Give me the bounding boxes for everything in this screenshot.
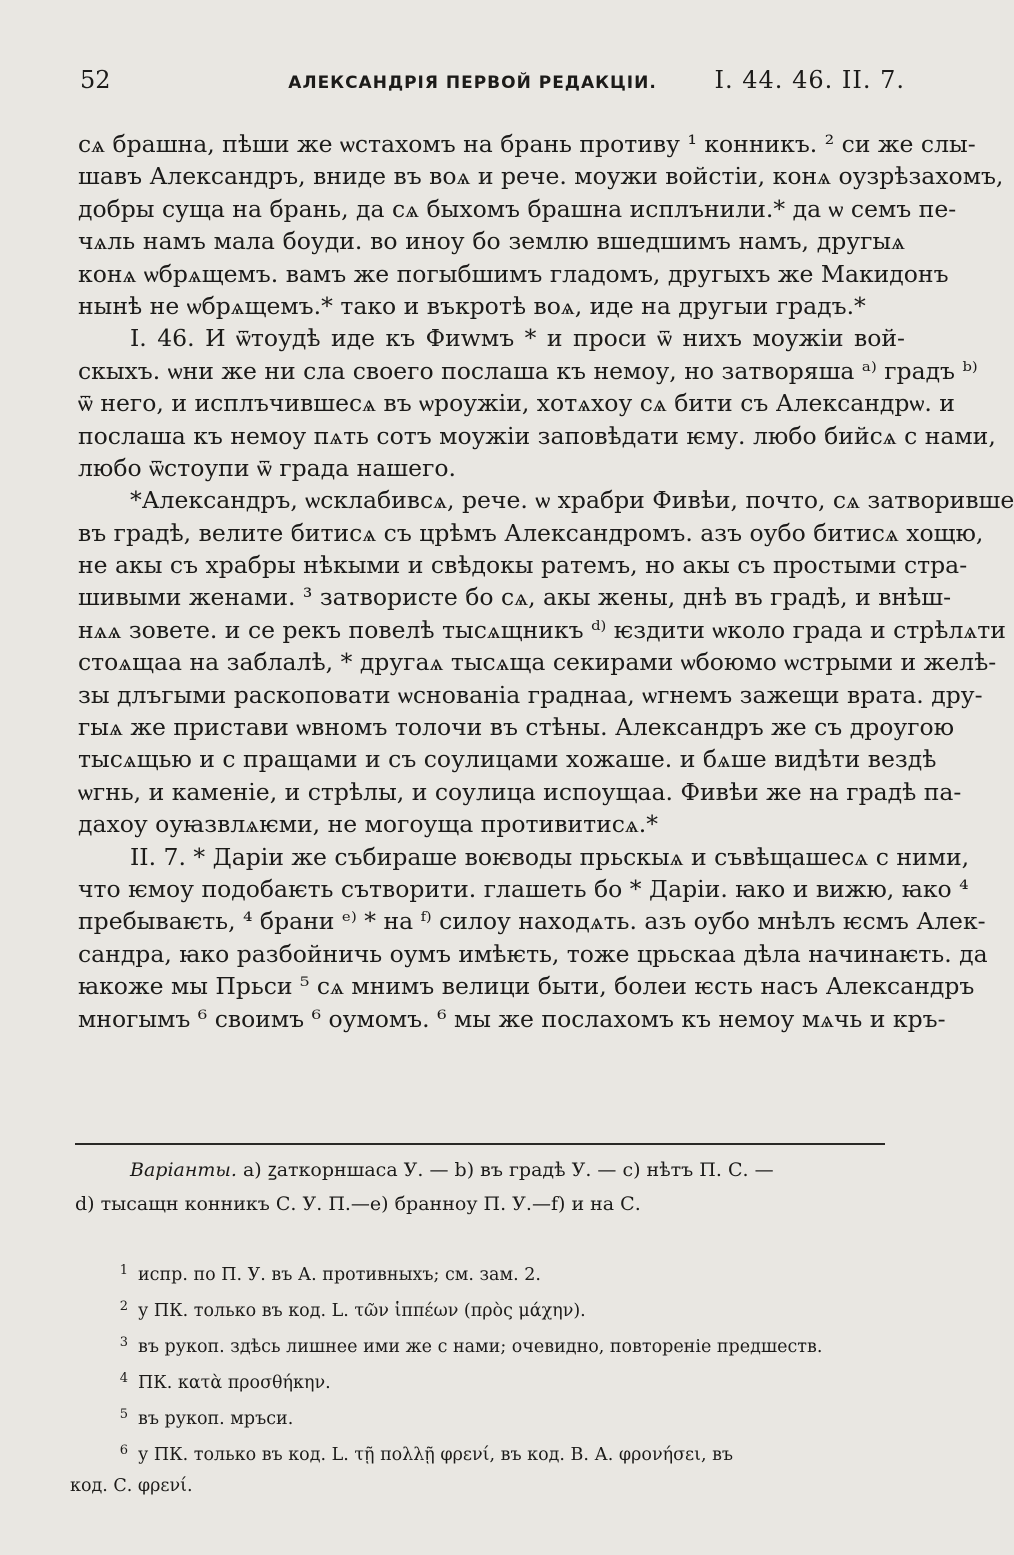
footnotes — [70, 1255, 890, 1502]
text-line: многымъ ⁶ своимъ ⁶ оумомъ. ⁶ мы же послахомъ къ немоу мѧчь и кръ- — [78, 1004, 946, 1033]
footnote-number: 1 — [119, 1263, 128, 1278]
variants-line — [75, 1153, 890, 1187]
text-line: любо ѿстоупи ѿ града нашего. — [78, 453, 456, 482]
text-line: стоѧщаа на заблалѣ, * другаѧ тысѧща секирами ѡбоюмо ѡстрыми и желѣ- — [78, 648, 997, 677]
text-line: гыѧ же пристави ѡвномъ толочи въ стѣны. Александръ же съ дроугою — [78, 713, 955, 742]
footnote-continuation — [70, 1471, 890, 1502]
footnote — [70, 1399, 890, 1435]
text-line: сандра, ꙗко разбойничь оумъ имѣѥть, тоже црьскаа дѣла начинаѥть. да — [78, 939, 988, 968]
text-line: скыхъ. ѡни же ни сла своего послаша къ немоу, но затворяша ᵃ⁾ градъ ᵇ⁾ — [78, 356, 978, 385]
text-line: сѧ брашна, пѣши же ѡстахомъ на брань противу ¹ конникъ. ² си же слы- — [78, 130, 976, 158]
footnote-number: 3 — [119, 1335, 128, 1350]
footnote-number: 4 — [119, 1371, 128, 1386]
footnote — [70, 1291, 890, 1327]
text-line: ѿ него, и исплъчившесѧ въ ѡроужіи, хотѧхоу сѧ бити съ Александрѡ. и — [78, 389, 955, 418]
variants-text: а) ꙁаткорншаса У. — b) въ градѣ У. — с) нѣтъ П. С. — — [242, 1159, 774, 1181]
text-line: шавъ Александръ, вниде въ воѧ и рече. моужи войстіи, конѧ оузрѣзахомъ, — [78, 162, 1004, 191]
footnote-text: у ПК. только въ код. L. τῇ πολλῇ φρενί, въ код. В. А. φρονήσει, въ — [138, 1445, 734, 1465]
paragraph-start-line: *Александръ, ѡсклабивсѧ, рече. ѡ храбри Фивѣи, почто, сѧ затворивше — [130, 486, 1014, 515]
footnote-number: 6 — [119, 1443, 128, 1458]
text-line: въ градѣ, велите битисѧ съ црѣмъ Александромъ. азъ оубо битисѧ хощю, — [78, 518, 984, 547]
text-line: послаша къ немоу пѧть сотъ моужіи заповѣдати ѥму. любо бийсѧ с нами, — [78, 421, 996, 450]
text-line: дахоу оуꙗзвлѧѥми, не могоуща противитисѧ.* — [78, 810, 658, 839]
footnote-text: код. С. φρενί. — [70, 1476, 193, 1496]
footnote — [70, 1327, 890, 1363]
section-start-line: I. 46. И ѿтоудѣ иде къ Фиwмъ * и проси ѿ нихъ моужіи вой- — [130, 324, 905, 353]
variants-line: d) тысащн конникъ С. У. П.—е) браннoу П. У.—f) и на С. — [75, 1193, 641, 1215]
variants-apparatus — [75, 1153, 890, 1221]
footnote — [70, 1435, 890, 1471]
variants-label: Варіанты. — [130, 1159, 237, 1181]
footnote-number: 5 — [119, 1407, 128, 1422]
text-line: зы длъгыми раскоповати ѡснованіа граднаа, ѡгнемъ зажещи врата. дру- — [78, 680, 983, 709]
footnote-text: испр. по П. У. въ А. противныхъ; см. зам. 2. — [138, 1265, 541, 1285]
page-number: 52 — [80, 66, 111, 94]
footnote-divider — [75, 1143, 885, 1145]
section-reference: I. 44. 46. II. 7. — [714, 66, 905, 94]
page-header — [80, 66, 905, 106]
text-line: добры суща на брань, да сѧ быхомъ брашна исплънили.* да ѡ семъ пе- — [78, 194, 957, 223]
text-line: чѧль намъ мала боуди. во иноу бо землю вшедшимъ намъ, другыѧ — [78, 227, 905, 256]
main-text — [78, 128, 1014, 1035]
text-line: пребываѥть, ⁴ брани ᵉ⁾ * на ᶠ⁾ силоу находѧть. азъ оубо мнѣлъ ѥсмъ Алек- — [78, 907, 986, 936]
running-title: АЛЕКСАНДРІЯ ПЕРВОЙ РЕДАКЦІИ. — [288, 73, 657, 93]
text-line: конѧ ѡбрѧщемъ. вамъ же погыбшимъ гладомъ, другыхъ же Макидонъ — [78, 259, 949, 288]
footnote-text: у ПК. только въ код. L. τῶν ἱππέων (πρὸς μάχην). — [138, 1301, 586, 1321]
text-line: не акы съ храбры нѣкыми и свѣдокы ратемъ, но акы съ простыми стра- — [78, 551, 968, 580]
text-line: шивыми женами. ³ затвористе бо сѧ, акы жены, днѣ въ градѣ, и внѣш- — [78, 583, 952, 612]
text-line: ѡгнь, и каменіе, и стрѣлы, и соулица испоущаа. Фивѣи же на градѣ па- — [78, 777, 962, 806]
text-line: ꙗкоже мы Прьси ⁵ сѧ мнимъ велици быти, болеи ѥсть насъ Александръ — [78, 972, 975, 1001]
text-line: нѧѧ зовете. и се рекъ повелѣ тысѧщникъ ᵈ⁾ ѥздити ѡколо града и стрѣлѧти — [78, 615, 1006, 644]
footnote-number: 2 — [119, 1299, 128, 1314]
footnote-text: въ рукоп. здѣсь лишнее ими же с нами; очевидно, повтореніе предшеств. — [138, 1337, 823, 1357]
footnote — [70, 1363, 890, 1399]
text-line: нынѣ не ѡбрѧщемъ.* тако и въкротѣ воѧ, иде на другыи градъ.* — [78, 291, 866, 320]
section-start-line: II. 7. * Даріи же събираше воѥводы прьскыѧ и съвѣщашесѧ с ними, — [130, 842, 970, 871]
footnote — [70, 1255, 890, 1291]
text-line: что ѥмоу подобаѥть сътворити. глашеть бо * Даріи. ꙗко и вижю, ꙗко ⁴ — [78, 874, 969, 903]
footnote-text: ПК. κατὰ προσθήκην. — [138, 1373, 331, 1393]
footnote-text: въ рукоп. мръси. — [138, 1409, 294, 1429]
text-line: тысѧщью и с пращами и съ соулицами хожаше. и бѧше видѣти вездѣ — [78, 745, 937, 774]
